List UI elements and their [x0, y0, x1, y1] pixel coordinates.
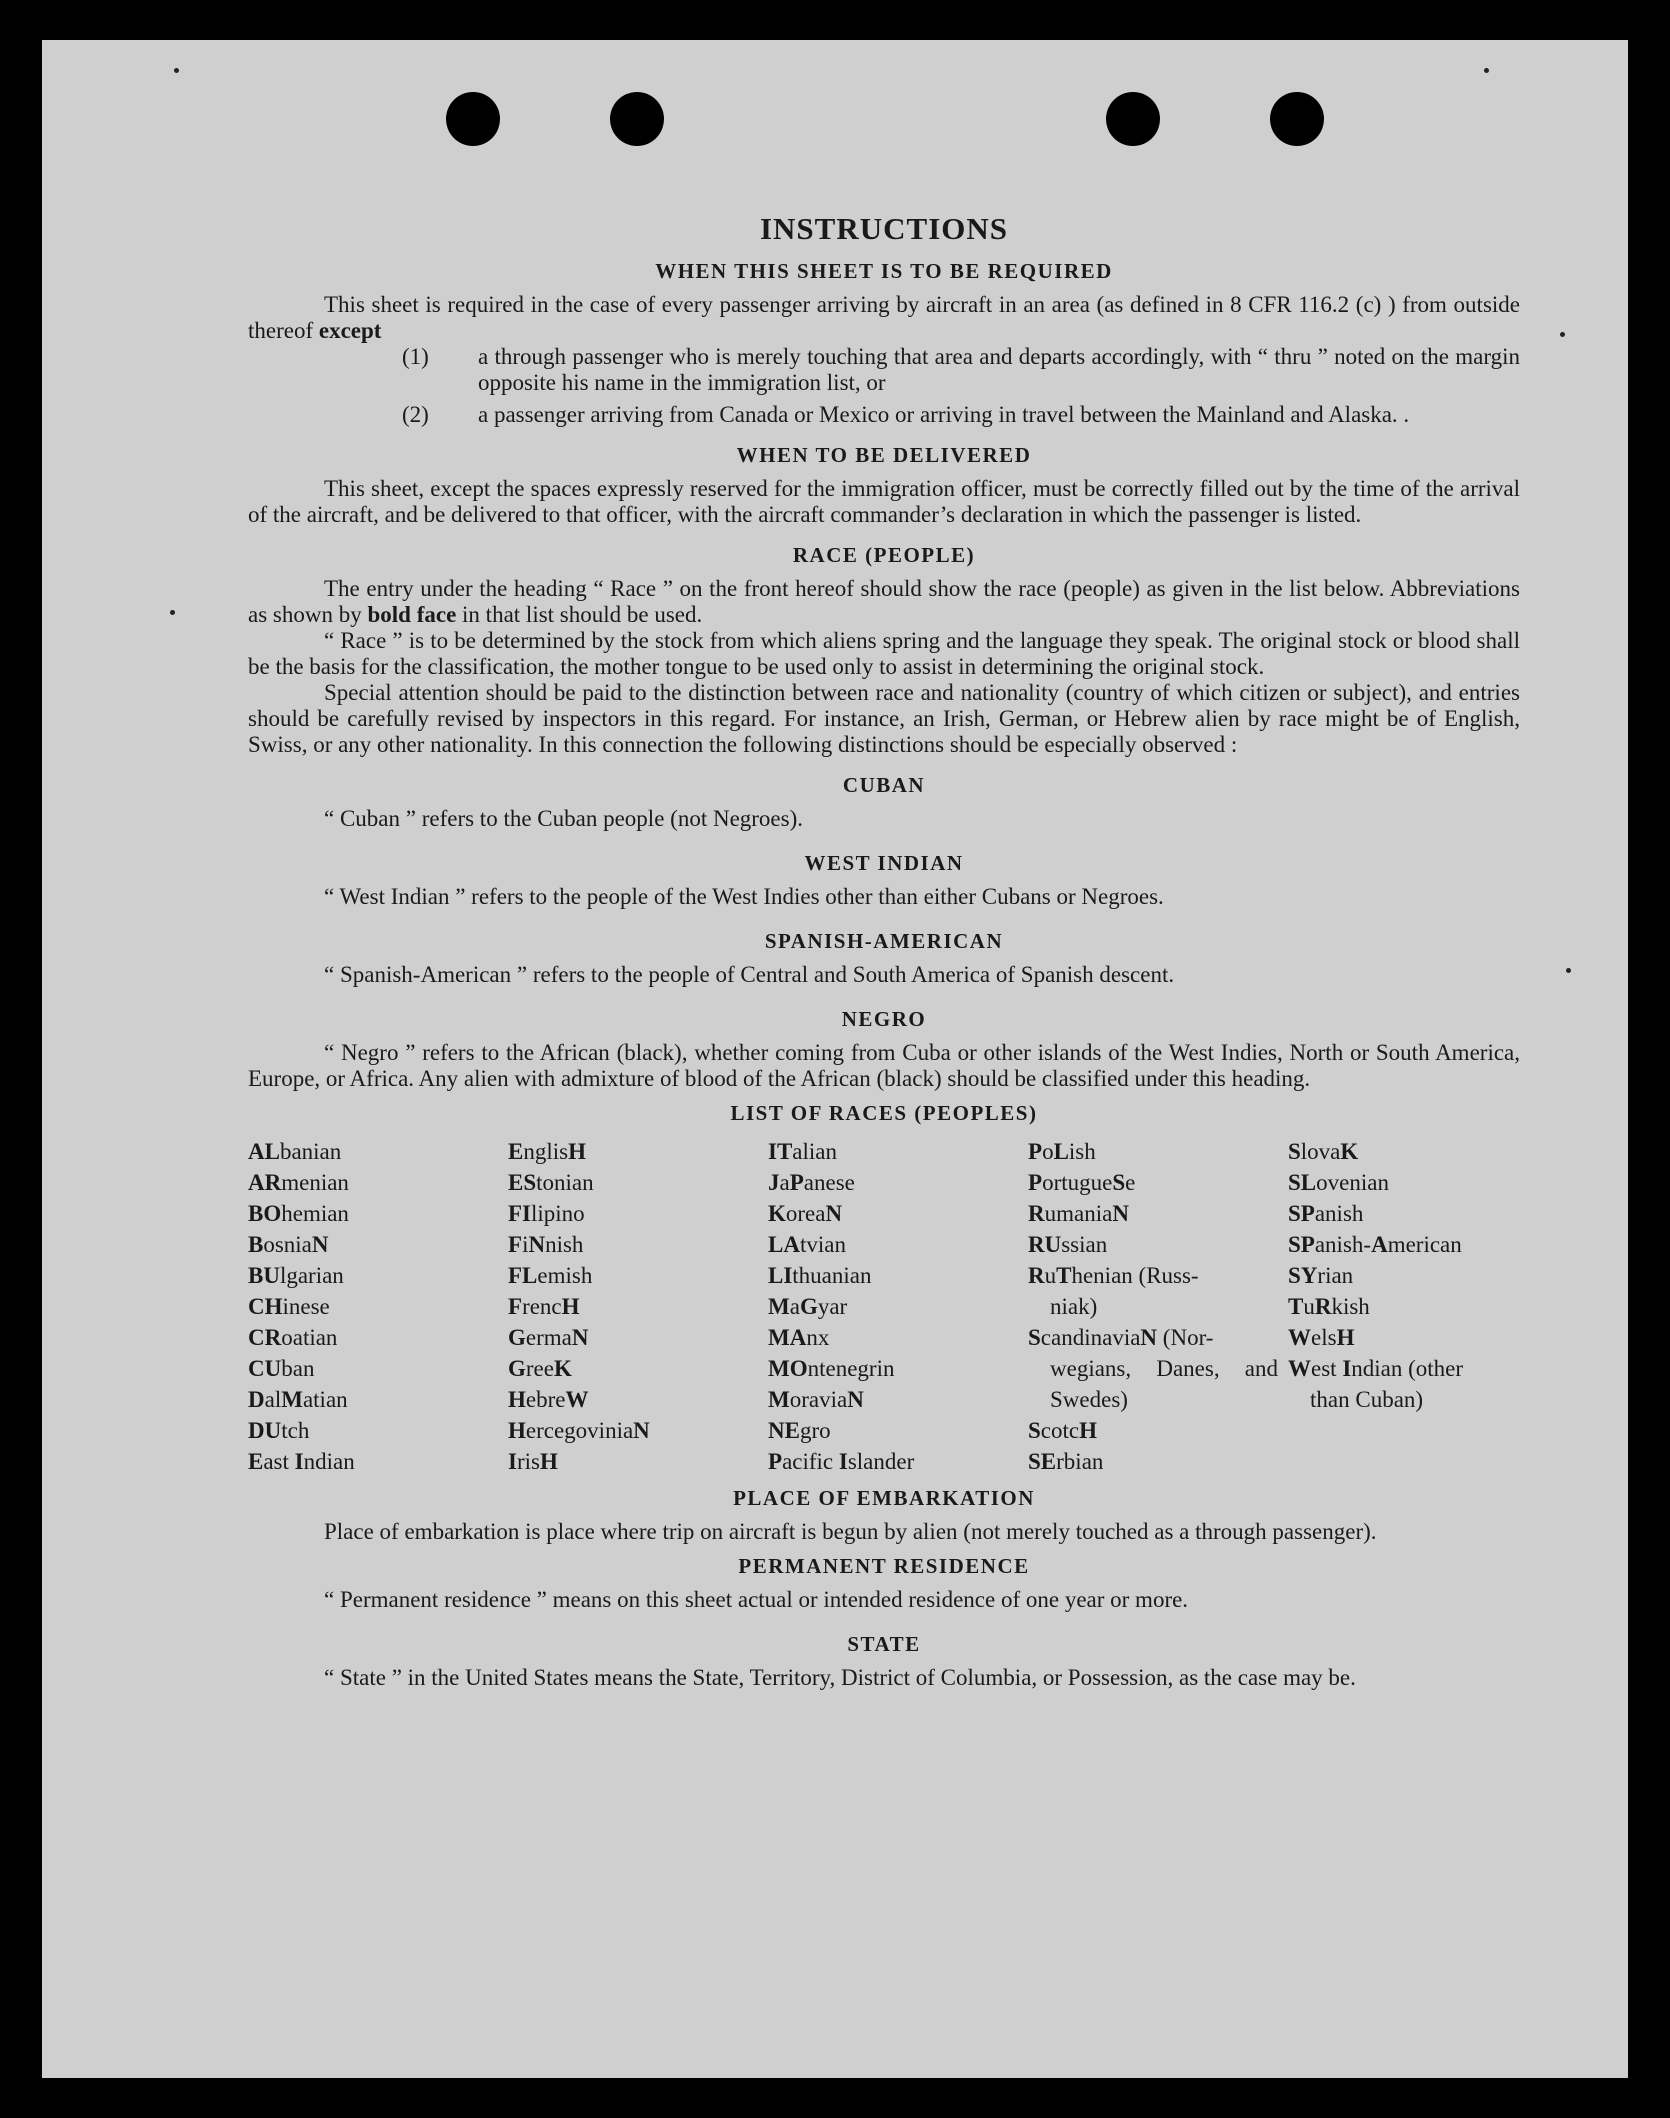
race-entry: MaGyar — [768, 1294, 848, 1319]
race-entry: JaPanese — [768, 1170, 855, 1195]
punch-hole — [610, 92, 664, 146]
race-entry: BosniaN — [248, 1232, 329, 1257]
race-entry: RUssian — [1028, 1232, 1108, 1257]
race-entry: MoraviaN — [768, 1387, 864, 1412]
punch-hole — [446, 92, 500, 146]
race-p1-emphasis: bold face — [367, 602, 457, 627]
race-entry: PortugueSe — [1028, 1170, 1136, 1195]
race-entry: SLovenian — [1288, 1170, 1389, 1195]
document-sheet — [42, 40, 1628, 2078]
race-entry: ARmenian — [248, 1170, 349, 1195]
race-p1-text: The entry under the heading “ Race ” on the front hereof should show the race (people) as given in the list below. Abbreviations as shown by — [248, 576, 1520, 627]
heading-list-of-races: LIST OF RACES (PEOPLES) — [730, 1101, 1038, 1125]
paragraph-race-1 — [248, 576, 1520, 628]
race-entry: TuRkish — [1288, 1294, 1370, 1319]
heading-negro: NEGRO — [841, 1007, 927, 1031]
paragraph-state: “ State ” in the United States means the State, Territory, District of Columbia, or Possession, as the case may be. — [324, 1665, 1356, 1690]
race-entry: West Indian (other than Cuban) — [1288, 1356, 1464, 1412]
paragraph-spanish-american: “ Spanish-American ” refers to the people of Central and South America of Spanish descent. — [324, 962, 1175, 987]
race-entry: NEgro — [768, 1418, 831, 1443]
heading-embarkation: PLACE OF EMBARKATION — [733, 1486, 1035, 1510]
heading-race: RACE (PEOPLE) — [792, 543, 976, 567]
exception-list — [248, 344, 1520, 428]
instructions-body — [248, 210, 1520, 1691]
race-entry: WelsH — [1288, 1325, 1355, 1350]
race-entry: East Indian — [248, 1449, 355, 1474]
race-entry: ScandinaviaN (Nor- wegians, Danes, and Swedes) — [1028, 1325, 1278, 1412]
paragraph-cuban: “ Cuban ” refers to the Cuban people (not Negroes). — [324, 806, 804, 831]
paper-speck — [1484, 68, 1489, 73]
heading-when-required: WHEN THIS SHEET IS TO BE REQUIRED — [655, 259, 1113, 283]
exception-item — [248, 344, 1520, 396]
heading-spanish-american: SPANISH-AMERICAN — [764, 929, 1004, 953]
race-entry: GermaN — [508, 1325, 589, 1350]
race-entry: FIlipino — [508, 1201, 585, 1226]
heading-when-delivered: WHEN TO BE DELIVERED — [736, 443, 1032, 467]
paragraph-west-indian: “ West Indian ” refers to the people of the West Indies other than either Cubans or Negroes. — [324, 884, 1164, 909]
race-entry: DalMatian — [248, 1387, 348, 1412]
race-entry: BOhemian — [248, 1201, 349, 1226]
exception-text: a through passenger who is merely touching that area and departs accordingly, with “ thru ” noted on the margin opposite his name in the immigration list, or — [478, 344, 1520, 395]
race-entry: FrencH — [508, 1294, 580, 1319]
paper-speck — [1560, 332, 1565, 337]
paragraph-when-required — [248, 292, 1520, 344]
race-entry: IrisH — [508, 1449, 558, 1474]
paragraph-race-2: “ Race ” is to be determined by the stock from which aliens spring and the language they speak. The original stock or blood shall be the basis for the classification, the mother tongue to be used only to assist in determining the original stock. — [248, 628, 1520, 679]
race-entry: SPanish — [1288, 1201, 1364, 1226]
race-entry: LAtvian — [768, 1232, 846, 1257]
race-entry: EnglisH — [508, 1139, 586, 1164]
paragraph-negro: “ Negro ” refers to the African (black), whether coming from Cuba or other islands of the West Indies, North or South America, Europe, or Africa. Any alien with admixture of blood of the African (black) should be classified under this heading. — [248, 1040, 1520, 1091]
race-entry: SPanish-American — [1288, 1232, 1462, 1257]
race-entry: HercegoviniaN — [508, 1418, 650, 1443]
heading-west-indian: WEST INDIAN — [804, 851, 964, 875]
race-column — [1028, 1136, 1278, 1477]
race-entry: SlovaK — [1288, 1139, 1359, 1164]
race-entry: HebreW — [508, 1387, 589, 1412]
race-entry: ITalian — [768, 1139, 837, 1164]
race-entry: GreeK — [508, 1356, 572, 1381]
exception-number: (1) — [402, 344, 429, 369]
race-entry: CHinese — [248, 1294, 330, 1319]
race-entry: CUban — [248, 1356, 315, 1381]
race-entry: ALbanian — [248, 1139, 342, 1164]
race-entry: ScotcH — [1028, 1418, 1097, 1443]
page-title: INSTRUCTIONS — [759, 211, 1008, 246]
paragraph-when-delivered: This sheet, except the spaces expressly reserved for the immigration officer, must be correctly filled out by the time of the arrival of the aircraft, and be delivered to that officer, with the aircraft commander’s declaration in which the passenger is listed. — [248, 476, 1520, 527]
paragraph-embarkation: Place of embarkation is place where trip on aircraft is begun by alien (not merely touched as a through passenger). — [324, 1519, 1377, 1544]
paper-speck — [170, 610, 175, 615]
race-entry: RumaniaN — [1028, 1201, 1129, 1226]
race-entry: MOntenegrin — [768, 1356, 895, 1381]
heading-state: STATE — [847, 1632, 921, 1656]
race-entry: PoLish — [1028, 1139, 1096, 1164]
race-list — [248, 1136, 1520, 1477]
race-p1-suffix: in that list should be used. — [462, 602, 703, 627]
exception-text: a passenger arriving from Canada or Mexico or arriving in travel between the Mainland and Alaska. . — [478, 402, 1410, 427]
race-entry: SYrian — [1288, 1263, 1354, 1288]
race-entry: KoreaN — [768, 1201, 843, 1226]
race-column — [508, 1136, 758, 1477]
heading-permanent-residence: PERMANENT RESIDENCE — [738, 1554, 1030, 1578]
race-entry: BUlgarian — [248, 1263, 344, 1288]
exception-item — [248, 402, 1520, 428]
race-column — [248, 1136, 498, 1477]
exception-number: (2) — [402, 402, 429, 427]
paper-speck — [174, 68, 179, 73]
race-entry: MAnx — [768, 1325, 830, 1350]
race-entry: SErbian — [1028, 1449, 1104, 1474]
race-entry: DUtch — [248, 1418, 310, 1443]
race-entry: CRoatian — [248, 1325, 338, 1350]
race-column — [768, 1136, 1018, 1477]
race-entry: FiNnish — [508, 1232, 584, 1257]
paper-speck — [1566, 968, 1571, 973]
heading-cuban: CUBAN — [842, 773, 926, 797]
paragraph-permanent-residence: “ Permanent residence ” means on this sheet actual or intended residence of one year or more. — [324, 1587, 1189, 1612]
race-entry: Pacific Islander — [768, 1449, 915, 1474]
required-intro-emphasis: except — [318, 318, 382, 343]
race-entry: RuThenian (Russ- niak) — [1028, 1263, 1199, 1319]
race-entry: LIthuanian — [768, 1263, 872, 1288]
punch-hole — [1106, 92, 1160, 146]
race-entry: EStonian — [508, 1170, 594, 1195]
race-column — [1288, 1136, 1520, 1477]
paragraph-race-3: Special attention should be paid to the distinction between race and nationality (country of which citizen or subject), and entries should be carefully revised by inspectors in this regard. For instance, an Irish, German, or Hebrew alien by race might be of English, Swiss, or any other nationality. In this connection the following distinctions should be especially observed : — [248, 680, 1520, 757]
race-entry: FLemish — [508, 1263, 593, 1288]
required-intro-text: This sheet is required in the case of every passenger arriving by aircraft in an area (as defined in 8 CFR 116.2 (c) ) from outside thereof — [248, 292, 1520, 343]
punch-hole — [1270, 92, 1324, 146]
